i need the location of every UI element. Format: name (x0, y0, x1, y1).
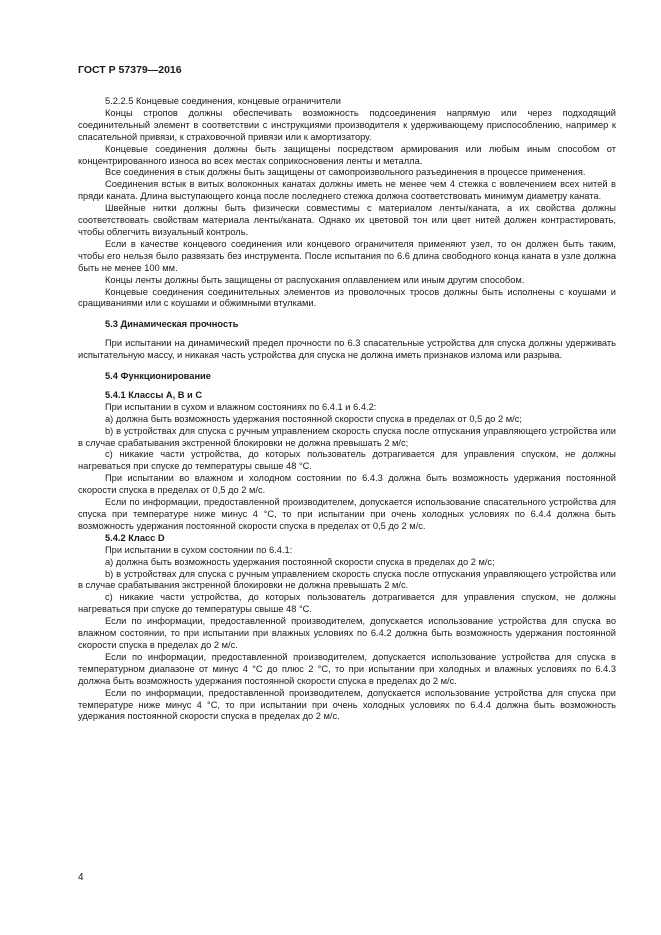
list-item: а) должна быть возможность удержания постоянной скорости спуска в пределах от 0,5 до 2 м/с; (105, 413, 522, 424)
document-header: ГОСТ Р 57379—2016 (78, 64, 182, 76)
paragraph: Концевые соединения соединительных элементов из проволочных тросов должны быть исполнены с коушами и сращиваниями или с коушами и обжимными втулками. (78, 286, 616, 309)
paragraph: 5.2.2.5 Концевые соединения, концевые ограничители (105, 96, 341, 106)
paragraph: Если по информации, предоставленной производителем, допускается использование устройства для спуска во влажном состоянии, то при испытании при влажных условиях по 6.4.2 должна быть возможность удержания постоянной скорости спуска в пределах до 2 м/с. (78, 616, 616, 650)
section-heading: 5.3 Динамическая прочность (105, 319, 239, 330)
paragraph: Концы стропов должны обеспечивать возможность подсоединения напрямую или через подходящий соединительный элемент в соответствии с инструкциями производителя к удерживающему приспособлению, например к спасательной привязи, к страховочной привязи или к амортизатору. (78, 107, 616, 142)
paragraph: Концы ленты должны быть защищены от распускания оплавлением или иным другим способом. (105, 274, 525, 285)
section-heading: 5.4 Функционирование (105, 371, 211, 382)
list-item: с) никакие части устройства, до которых пользователь дотрагивается для управления спуском, не должны нагреваться при спуске до температуры свыше 48 °С. (78, 592, 616, 615)
paragraph: При испытании в сухом и влажном состояниях по 6.4.1 и 6.4.2: (105, 401, 377, 412)
paragraph: Швейные нитки должны быть физически совместимы с материалом ленты/каната, а их свойства должны соответствовать свойствам материала ленты/каната. Однако их цветовой тон или цвет нитей должен контрастировать, чтобы облегчить визуальный контроль. (78, 203, 616, 237)
paragraph: При испытании в сухом состоянии по 6.4.1: (105, 544, 293, 555)
subsection-heading: 5.4.1 Классы А, В и С (105, 389, 203, 400)
paragraph: При испытании на динамический предел прочности по 6.3 спасательные устройства для спуска должны удерживать испытательную массу, и никакая часть устройства для спуска не должна иметь признаков излома или разрыва. (78, 338, 616, 361)
document-body (78, 96, 616, 723)
paragraph: Концевые соединения должны быть защищены посредством армирования или любым иным способом от концентрированного износа во всех местах соприкосновения ленты и металла. (78, 143, 616, 166)
paragraph: Если по информации, предоставленной производителем, допускается использование спасательного устройства для спуска при температуре ниже минус 4 °С, то при испытании при очень холодных условиях по 6.4.4 должна быть возможность удержания постоянной скорости спуска в пределах от 0,5 до 2 м/с. (78, 497, 616, 531)
subsection-heading: 5.4.2 Класс D (105, 532, 165, 543)
page-number: 4 (78, 872, 84, 883)
paragraph: Если по информации, предоставленной производителем, допускается использование устройства для спуска в температурном диапазоне от минус 4 °С до плюс 2 °С, то при испытании при холодных и влажных условиях по 6.4.3 должна быть возможность удержания постоянной скорости спуска в пределах до 2 м/с. (78, 651, 616, 686)
list-item: b) в устройствах для спуска с ручным управлением скорость спуска после отпускания управляющего устройства или в случае срабатывания экстренной блокировки не должна превышать 2 м/с; (78, 425, 616, 448)
paragraph: Соединения встык в витых волоконных канатах должны иметь не менее чем 4 стежка с вовлечением всех нитей в пряди каната. Длина выступающего конца после последнего стежка должна соответствовать минимум диаметру каната. (78, 179, 616, 202)
list-item: а) должна быть возможность удержания постоянной скорости спуска в пределах до 2 м/с; (105, 556, 495, 567)
paragraph: Если в качестве концевого соединения или концевого ограничителя применяют узел, то он должен быть таким, чтобы его нельзя было развязать без инструмента. После испытания по 6.6 длина свободного конца каната в узле должна быть не менее 100 мм. (78, 238, 616, 273)
list-item: b) в устройствах для спуска с ручным управлением скорость спуска после отпускания управляющего устройства или в случае срабатывания экстренной блокировки не должна превышать 2 м/с. (78, 568, 616, 591)
paragraph: Если по информации, предоставленной производителем, допускается использование устройства для спуска при температуре ниже минус 4 °С, то при испытании при очень холодных условиях по 6.4.4 должна быть возможность удержания постоянной скорости спуска в пределах до 2 м/с. (78, 687, 616, 722)
paragraph: Все соединения в стык должны быть защищены от самопроизвольного разъединения в процессе применения. (105, 167, 586, 178)
paragraph: При испытании во влажном и холодном состоянии по 6.4.3 должна быть возможность удержания постоянной скорости спуска в пределах от 0,5 до 2 м/с. (78, 473, 616, 496)
list-item: с) никакие части устройства, до которых пользователь дотрагивается для управления спуском, не должны нагреваться при спуске до температуры свыше 48 °С. (78, 449, 616, 472)
